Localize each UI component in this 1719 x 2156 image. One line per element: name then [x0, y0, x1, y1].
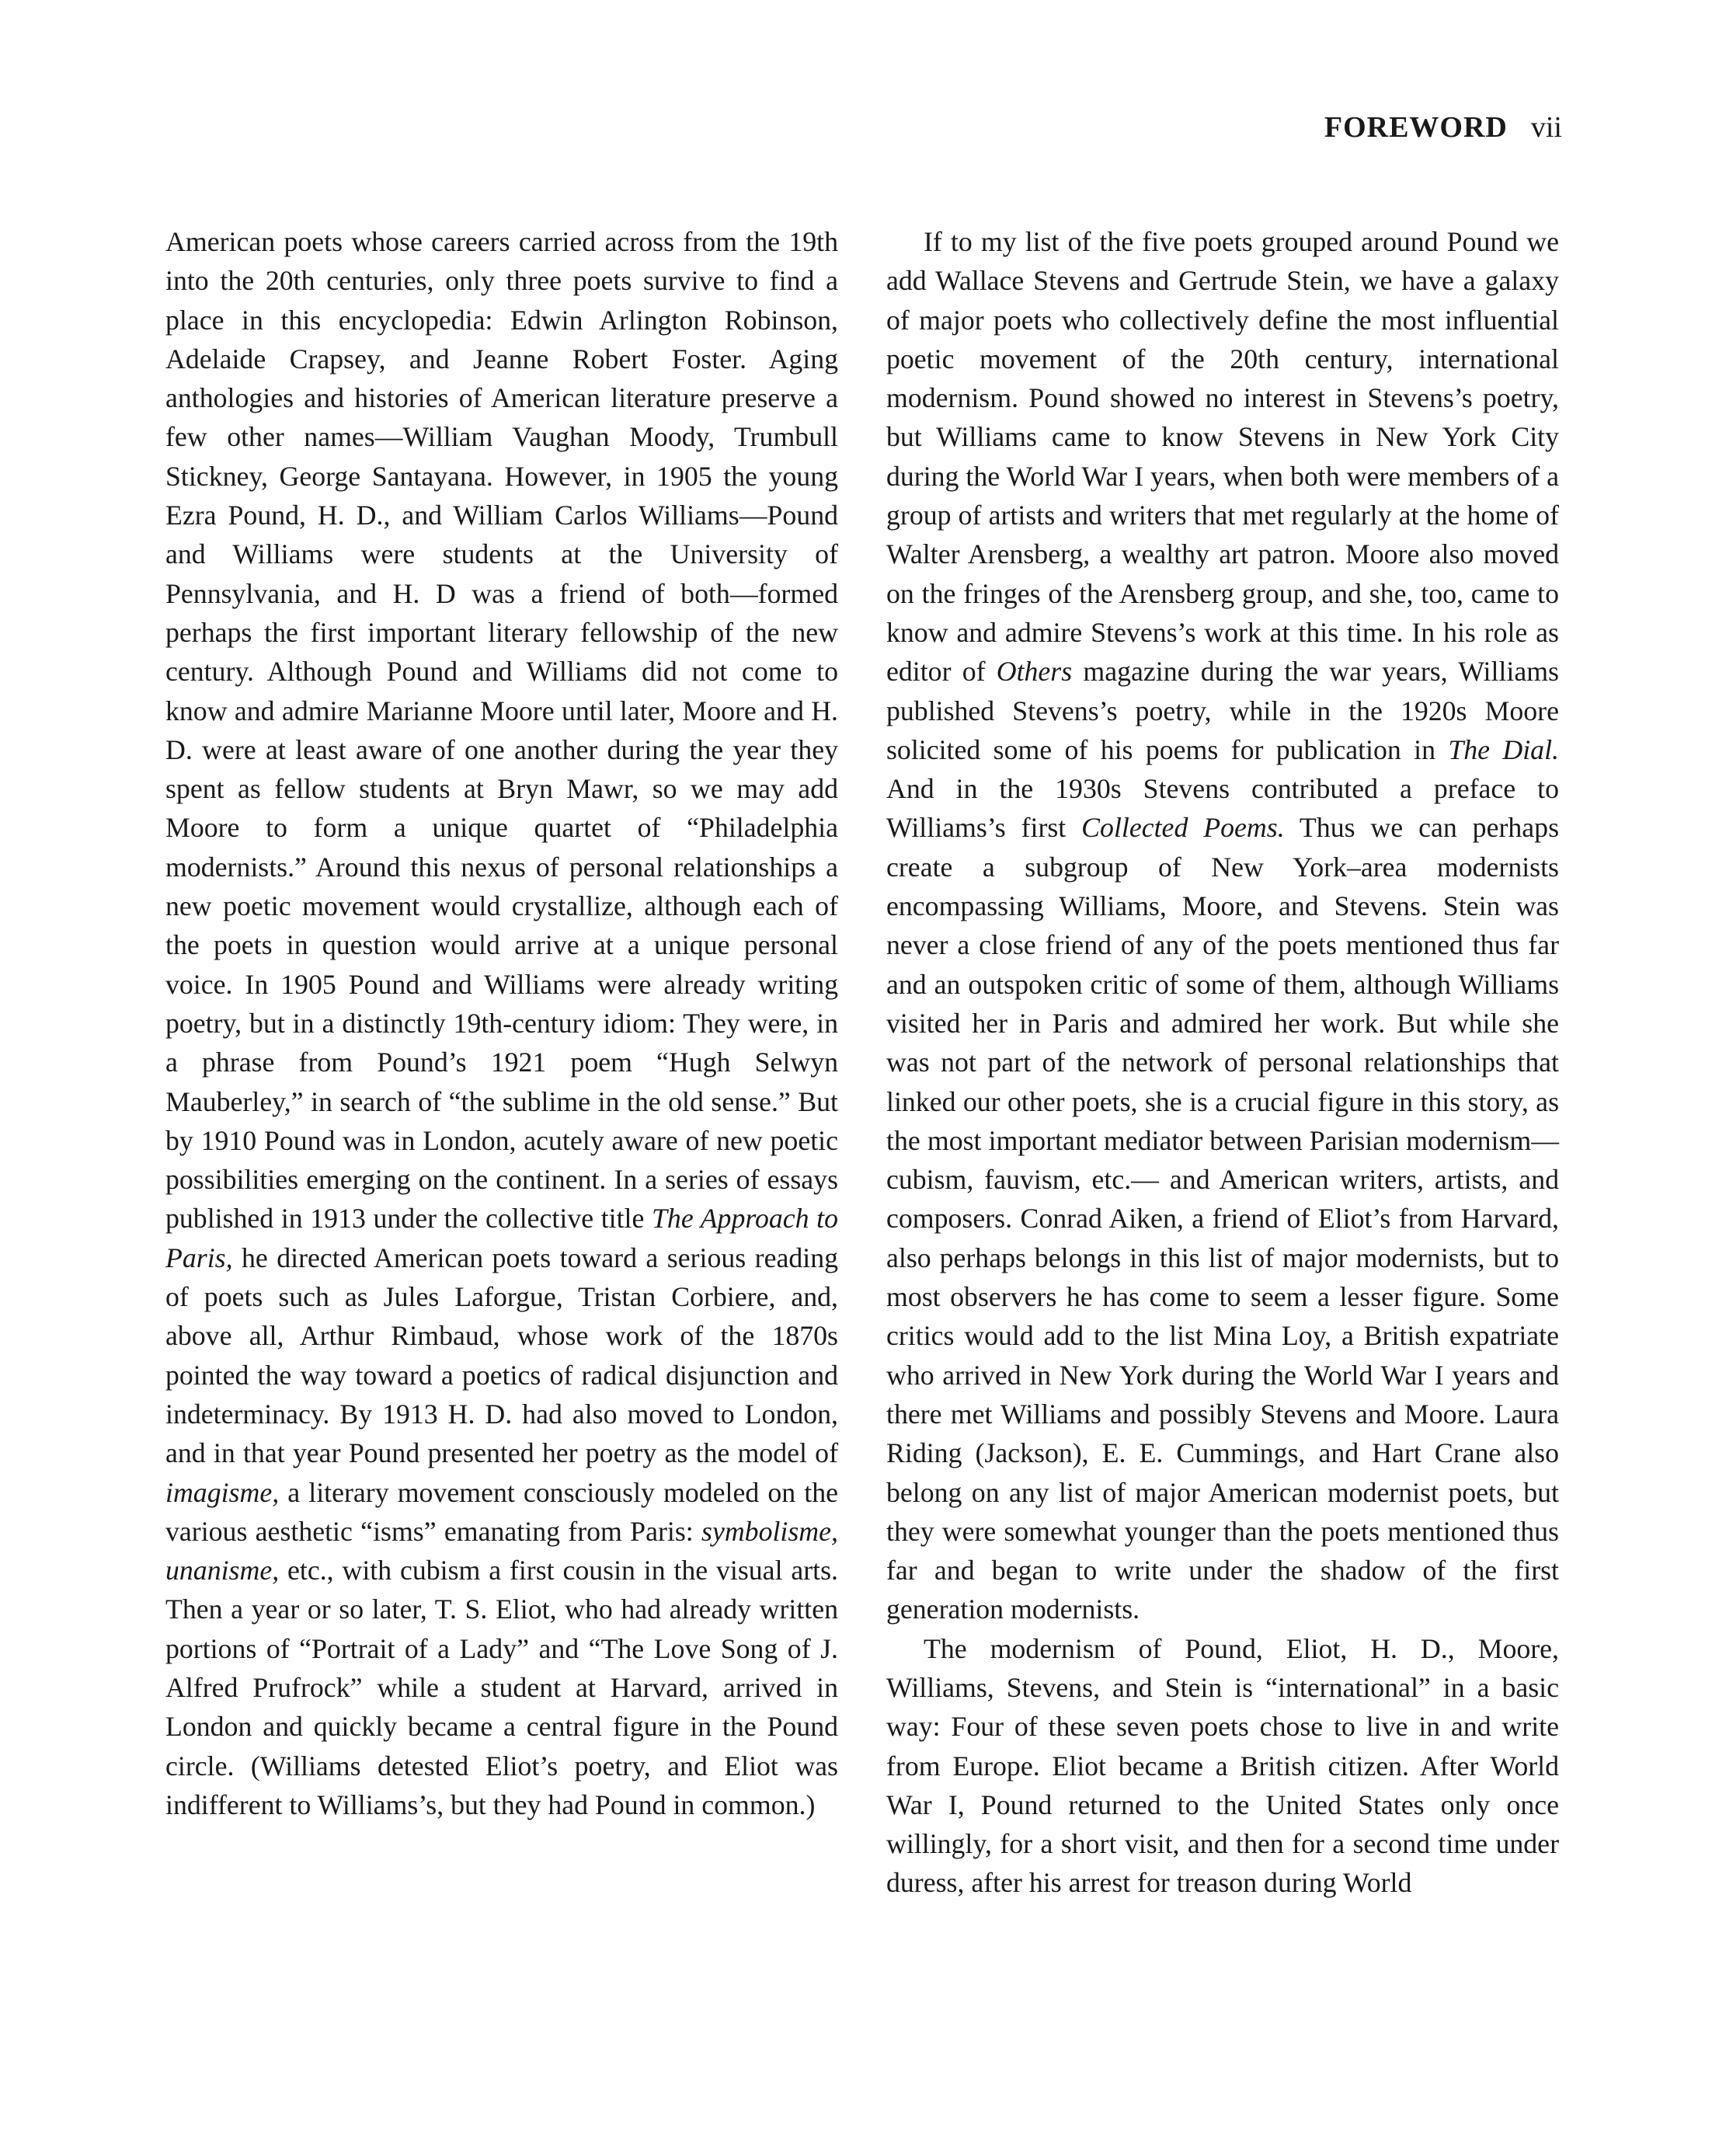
term-imagisme: imagisme, — [165, 1476, 280, 1508]
right-paragraph-2: The modernism of Pound, Eliot, H. D., Moore, Williams, Stevens, and Stein is “international” in a basic way: Four of these seven poets chose to live in and write from Europe. Eliot became a British citizen. After World War I, Pound returned to the United States only once willingly, for a short visit, and then for a second time under duress, after his arrest for treason during World — [886, 1632, 1559, 1899]
title-collected-poems: Collected Poems. — [1081, 812, 1285, 844]
text-run: magazine during the war years, Williams published Stevens’s poetry, while in the 1920s Moore solicited some of his poems for publication in — [886, 656, 1559, 765]
text-run: American poets whose careers carried across from the 19th into the 20th centuries, only three poets survive to find a place in this encyclopedia: Edwin Arlington Robinson, Adelaide Crapsey, and Jeanne Robert Foster. Aging anthologies and histories of American literature preserve a few other names—William Vaughan Moody, Trumbull Stickney, George Santayana. However, in 1905 the young Ezra Pound, H. D., and William Carlos Williams—Pound and Williams were students at the University of Pennsylvania, and H. D was a friend of both—formed perhaps the first important literary fellowship of the new century. Although Pound and Williams did not come to know and admire Marianne Moore until later, Moore and H. D. were at least aware of one another during the year they spent as fellow students at Bryn Mawr, so we may add Moore to form a unique quartet of “Philadelphia modernists.” Around this nexus of personal relationships a new poetic movement would crystallize, although each of the poets in question would arrive at a unique personal voice. In 1905 Pound and Williams were already writing poetry, but in a distinctly 19th-century idiom: They were, in a phrase from Pound’s 1921 poem “Hugh Selwyn Mauberley,” in search of “the sublime in the old sense.” But by 1910 Pound was in London, acutely aware of new poetic possibilities emerging on the continent. In a series of essays published in 1913 under the collective title — [165, 226, 838, 1235]
title-the-approach-to-paris: The Approach to Paris, — [165, 1203, 838, 1273]
left-paragraph-1 — [165, 222, 838, 1824]
right-column — [886, 222, 1559, 1903]
text-run: Thus we can perhaps create a subgroup of New York–area modernists encompassing Williams, Moore, and Stevens. Stein was never a close friend of any of the poets mentioned thus far and an outspoken critic of some of them, although Williams visited her in Paris and admired her work. But while she was not part of the network of personal relationships that linked our other poets, she is a crucial figure in this story, as the most important mediator between Parisian modernism—cubism, fauvism, etc.— and American writers, artists, and composers. Conrad Aiken, a friend of Eliot’s from Harvard, also perhaps belongs in this list of major modernists, but to most observers he has come to seem a lesser figure. Some critics would add to the list Mina Loy, a British expatriate who arrived in New York during the World War I years and there met Williams and possibly Stevens and Moore. Laura Riding (Jackson), E. E. Cummings, and Hart Crane also belong on any list of major American modernist poets, but they were somewhat younger than the poets mentioned thus far and began to write under the shadow of the first generation modernists. — [886, 812, 1559, 1625]
text-run: And in the 1930s Stevens contributed a preface to Williams’s first — [886, 773, 1559, 844]
running-head — [1324, 109, 1562, 146]
text-run: etc., with cubism a first cousin in the visual arts. Then a year or so later, T. S. Eliot, who had already written portions of “Portrait of a Lady” and “The Love Song of J. Alfred Prufrock” while a student at Harvard, arrived in London and quickly became a central figure in the Pound circle. (Williams detested Eliot’s poetry, and Eliot was indifferent to Williams’s, but they had Pound in common.) — [165, 1555, 838, 1820]
page-number: vii — [1530, 111, 1562, 144]
section-title: FOREWORD — [1324, 111, 1508, 144]
text-run: he directed American poets toward a serious reading of poets such as Jules Laforgue, Tristan Corbiere, and, above all, Arthur Rimbaud, whose work of the 1870s pointed the way toward a poetics of radical disjunction and indeterminacy. By 1913 H. D. had also moved to London, and in that year Pound presented her poetry as the model of — [165, 1242, 838, 1469]
text-run: a literary movement consciously modeled on the various aesthetic “isms” emanating from Paris: — [165, 1476, 838, 1547]
title-others: Others — [996, 656, 1073, 688]
terms-symbolisme-unanisme: symbolisme, unanisme, — [165, 1515, 838, 1587]
right-paragraph-1 — [886, 222, 1559, 1629]
title-the-dial: The Dial. — [1448, 733, 1559, 765]
text-run: If to my list of the five poets grouped around Pound we add Wallace Stevens and Gertrude Stein, we have a galaxy of major poets who collectively define the most influential poetic movement of the 20th century, international modernism. Pound showed no interest in Stevens’s poetry, but Williams came to know Stevens in New York City during the World War I years, when both were members of a group of artists and writers that met regularly at the home of Walter Arensberg, a wealthy art patron. Moore also moved on the fringes of the Arensberg group, and she, too, came to know and admire Stevens’s work at this time. In his role as editor of — [886, 226, 1559, 688]
left-column — [165, 222, 838, 1824]
